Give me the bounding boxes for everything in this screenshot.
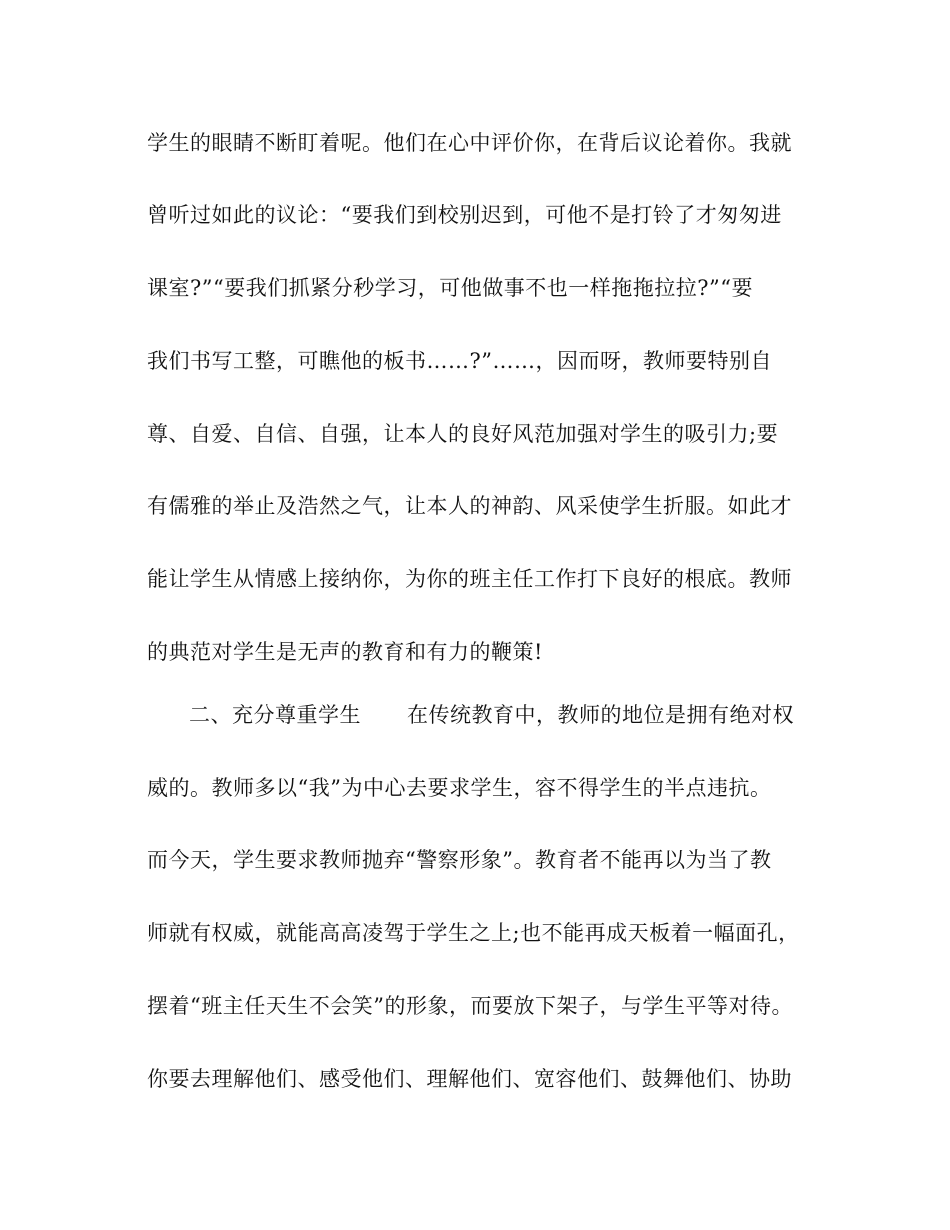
- paragraph-line: 尊、自爱、自信、自强，让本人的良好风范加强对学生的吸引力;要: [147, 422, 779, 446]
- paragraph-line: 摆着“班主任天生不会笑”的形象，而要放下架子，与学生平等对待。: [147, 994, 793, 1018]
- section-first-line: 在传统教育中，教师的地位是拥有绝对权: [407, 703, 794, 727]
- paragraph-line: 而今天，学生要求教师抛弃“警察形象”。教育者不能再以为当了教: [147, 848, 772, 872]
- section-heading-line: [147, 701, 794, 729]
- paragraph-line: 能让学生从情感上接纳你，为你的班主任工作打下良好的根底。教师: [147, 567, 792, 591]
- paragraph-line: 学生的眼睛不断盯着呢。他们在心中评价你，在背后议论着你。我就: [147, 131, 792, 155]
- paragraph-line: 的典范对学生是无声的教育和有力的鞭策!: [147, 640, 543, 664]
- section-heading: 二、充分尊重学生: [189, 703, 361, 727]
- paragraph-line: 师就有权威，就能高高凌驾于学生之上;也不能再成天板着一幅面孔，: [147, 921, 800, 945]
- paragraph-line: 威的。教师多以“我”为中心去要求学生，容不得学生的半点违抗。: [147, 776, 772, 800]
- paragraph-line: 课室?”“要我们抓紧分秒学习，可他做事不也一样拖拖拉拉?”“要: [147, 276, 753, 300]
- paragraph-line: 我们书写工整，可瞧他的板书……?”……，因而呀，教师要特别自: [147, 349, 772, 373]
- paragraph-line: 你要去理解他们、感受他们、理解他们、宽容他们、鼓舞他们、协助: [147, 1067, 792, 1091]
- paragraph-line: 有儒雅的举止及浩然之气，让本人的神韵、风采使学生折服。如此才: [147, 494, 792, 518]
- paragraph-line: 曾听过如此的议论：“要我们到校别迟到，可他不是打铃了才匆匆进: [147, 203, 782, 227]
